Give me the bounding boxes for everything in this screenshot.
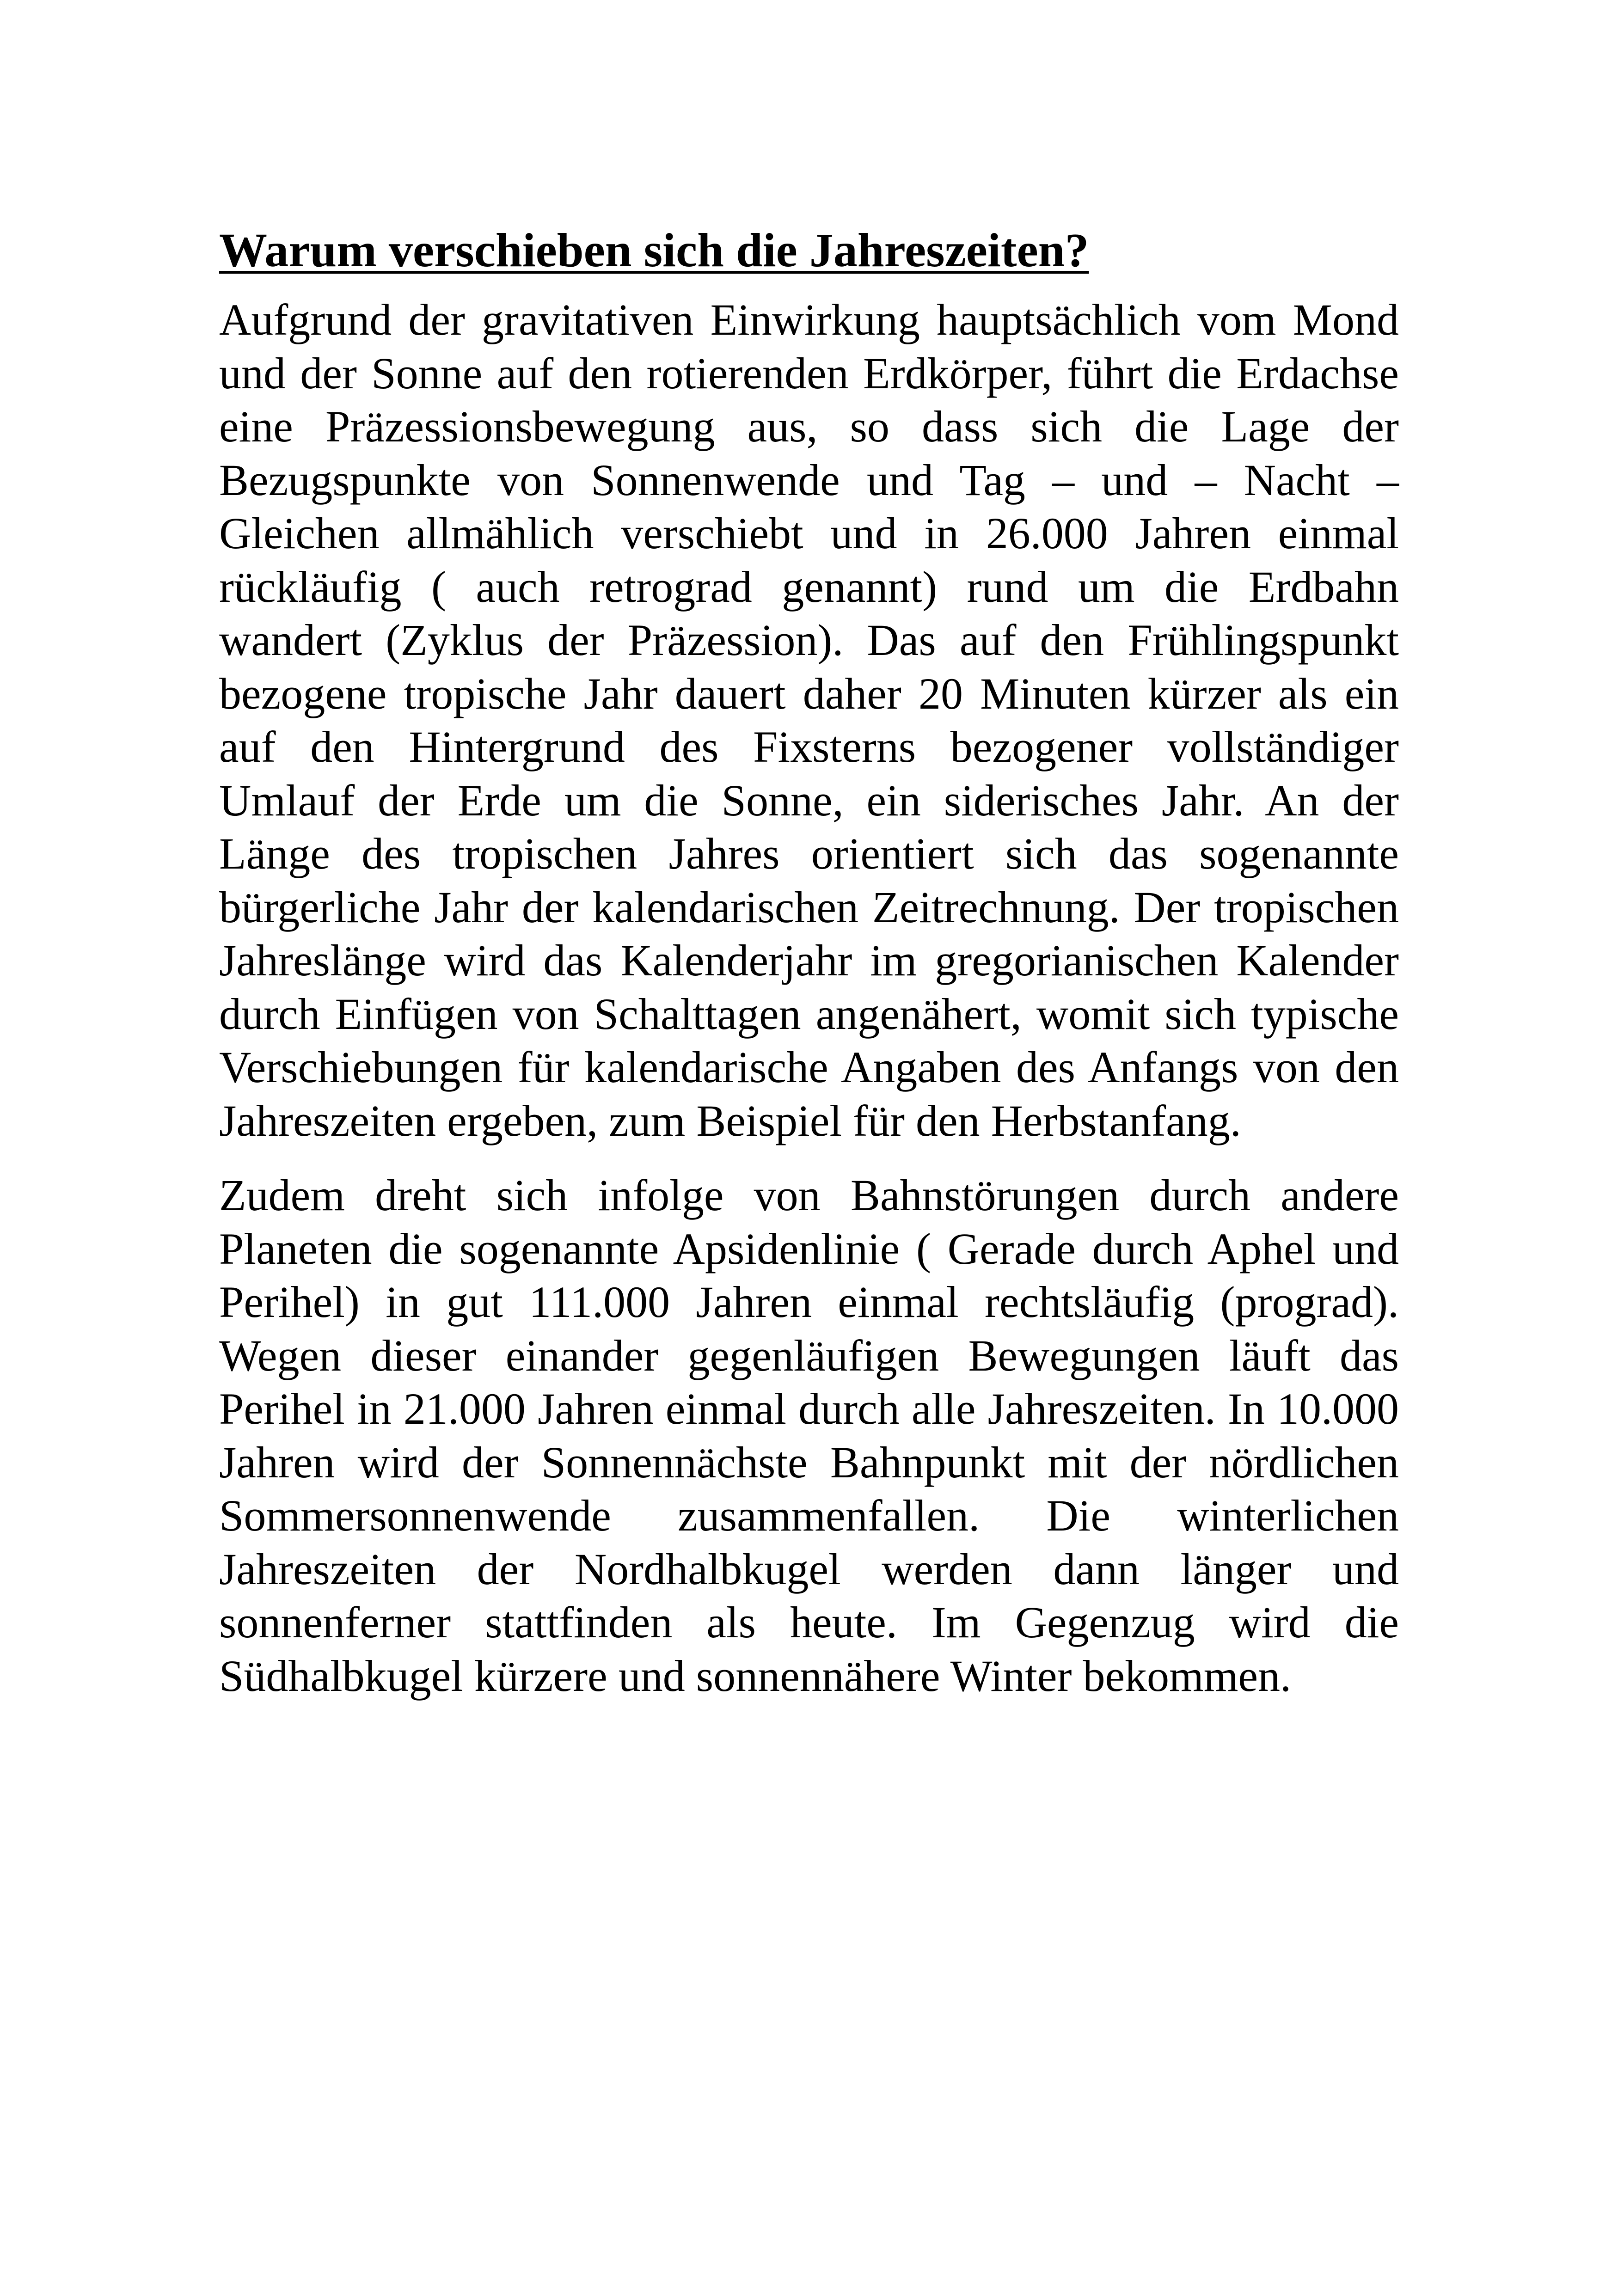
document-body [219, 221, 1399, 1702]
paragraph-apsidal-line: Zudem dreht sich infolge von Bahnstörungen durch andere Planeten die sogenannte Apsidenlinie ( Gerade durch Aphel und Perihel) in gut 111.000 Jahren einmal rechtsläufig (prograd). Wegen dieser einander gegenläufigen Bewegungen läuft das Perihel in 21.000 Jahren einmal durch alle Jahreszeiten. In 10.000 Jahren wird der Sonnennächste Bahnpunkt mit der nördlichen Sommersonnenwende zusammenfallen. Die winterlichen Jahreszeiten der Nordhalbkugel werden dann länger und sonnenferner stattfinden als heute. Im Gegenzug wird die Südhalbkugel kürzere und sonnennähere Winter bekommen. [219, 1170, 1399, 1701]
document-title: Warum verschieben sich die Jahreszeiten? [219, 224, 1089, 277]
paragraph-precession: Aufgrund der gravitativen Einwirkung hauptsächlich vom Mond und der Sonne auf den rotierenden Erdkörper, führt die Erdachse eine Präzessionsbewegung aus, so dass sich die Lage der Bezugspunkte von Sonnenwende und Tag – und – Nacht – Gleichen allmählich verschiebt und in 26.000 Jahren einmal rückläufig ( auch retrograd genannt) rund um die Erdbahn wandert (Zyklus der Präzession). Das auf den Frühlingspunkt bezogene tropische Jahr dauert daher 20 Minuten kürzer als ein auf den Hintergrund des Fixsterns bezogener vollständiger Umlauf der Erde um die Sonne, ein siderisches Jahr. An der Länge des tropischen Jahres orientiert sich das sogenannte bürgerliche Jahr der kalendarischen Zeitrechnung. Der tropischen Jahreslänge wird das Kalenderjahr im gregorianischen Kalender durch Einfügen von Schalttagen angenähert, womit sich typische Verschiebungen für kalendarische Angaben des Anfangs von den Jahreszeiten ergeben, zum Beispiel für den Herbstanfang. [219, 295, 1399, 1145]
